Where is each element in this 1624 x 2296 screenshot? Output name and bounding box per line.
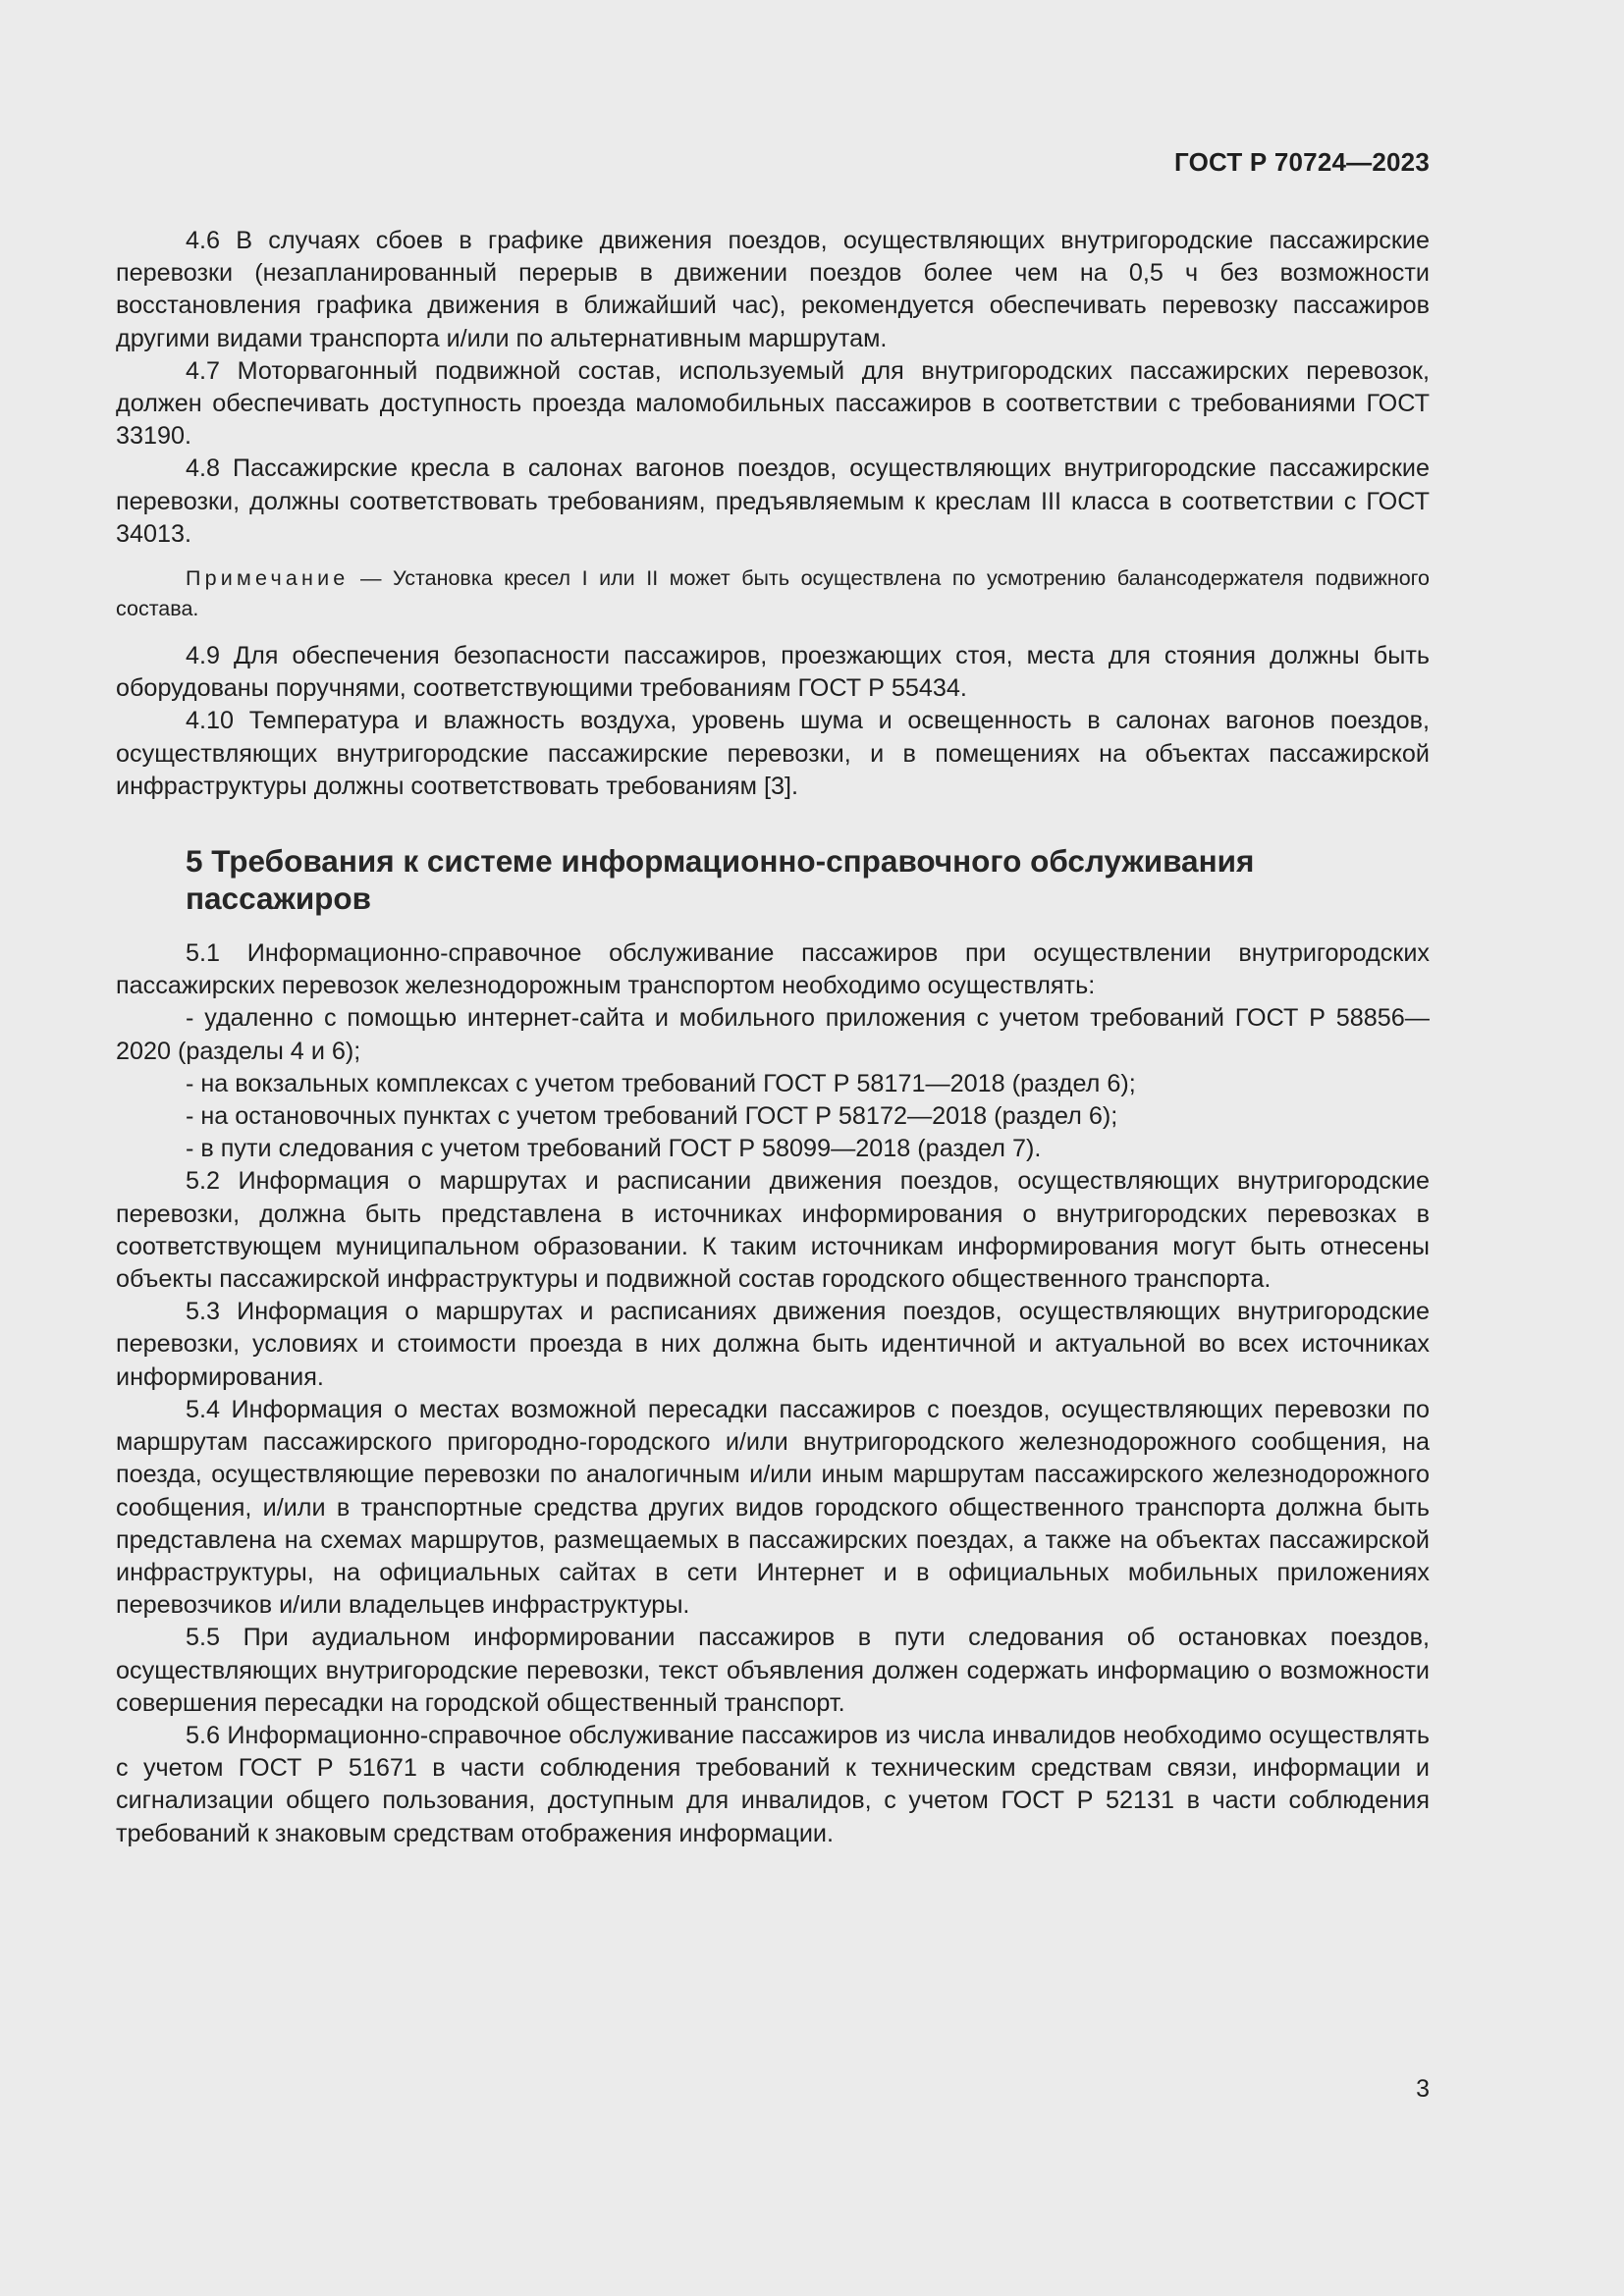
note-text: — Установка кресел I или II может быть осуществлена по усмотрению балансодержателя подвижного состава. bbox=[116, 566, 1430, 621]
paragraph-5-1: 5.1 Информационно-справочное обслуживание пассажиров при осуществлении внутригородских пассажирских перевозок железнодорожным транспортом необходимо осуществлять: bbox=[116, 939, 1430, 1000]
channel-list bbox=[116, 1002, 1430, 1165]
paragraph-4-6: 4.6 В случаях сбоев в графике движения поездов, осуществляющих внутригородские пассажирские перевозки (незапланированный перерыв в движении поездов более чем на 0,5 ч без возможности восстановления графика движения в ближайший час), рекомендуется обеспечивать перевозку пассажиров другими видами транспорта и/или по альтернативным маршрутам. bbox=[116, 227, 1430, 352]
paragraph-5-2: 5.2 Информация о маршрутах и расписании движения поездов, осуществляющих внутригородские перевозки, должна быть представлена в источниках информирования о внутригородских перевозках в соответствующем муниципальном образовании. К таким источникам информирования могут быть отнесены объекты пассажирской инфраструктуры и подвижной состав городского общественного транспорта. bbox=[116, 1167, 1430, 1294]
paragraph-5-5: 5.5 При аудиальном информировании пассажиров в пути следования об остановках поездов, осуществляющих внутригородские перевозки, текст объявления должен содержать информацию о возможности совершения пересадки на городской общественный транспорт. bbox=[116, 1624, 1430, 1717]
document-code-header: ГОСТ Р 70724—2023 bbox=[1174, 147, 1430, 177]
paragraph-4-8: 4.8 Пассажирские кресла в салонах вагонов поездов, осуществляющих внутригородские пассажирские перевозки, должны соответствовать требованиям, предъявляемым к креслам III класса в соответствии с ГОСТ 34013. bbox=[116, 454, 1430, 548]
note-label: Примечание bbox=[186, 566, 350, 591]
note bbox=[116, 563, 1430, 624]
paragraph-4-9: 4.9 Для обеспечения безопасности пассажиров, проезжающих стоя, места для стояния должны быть оборудованы поручнями, соответствующими требованиям ГОСТ Р 55434. bbox=[116, 642, 1430, 703]
list-item: - в пути следования с учетом требований ГОСТ Р 58099—2018 (раздел 7). bbox=[186, 1135, 1042, 1163]
paragraph-5-3: 5.3 Информация о маршрутах и расписаниях движения поездов, осуществляющих внутригородские перевозки, условиях и стоимости проезда в них должна быть идентичной и актуальной во всех источниках информирования. bbox=[116, 1298, 1430, 1391]
page-number: 3 bbox=[1416, 2075, 1430, 2103]
section-5-heading bbox=[186, 842, 1430, 917]
list-item: - на остановочных пунктах с учетом требований ГОСТ Р 58172—2018 (раздел 6); bbox=[186, 1102, 1118, 1131]
paragraph-5-4: 5.4 Информация о местах возможной пересадки пассажиров с поездов, осуществляющих перевозки по маршрутам пассажирского пригородно-городского и/или внутригородского железнодорожного сообщения, на поезда, осуществляющие перевозки по аналогичным и/или иным маршрутам пассажирского железнодорожного сообщения, и/или в транспортные средства других видов городского общественного транспорта должна быть представлена на схемах маршрутов, размещаемых в пассажирских поездах, а также на объектах пассажирской инфраструктуры, на официальных сайтах в сети Интернет и в официальных мобильных приложениях перевозчиков и/или владельцев инфраструктуры. bbox=[116, 1395, 1430, 1620]
document-body bbox=[116, 225, 1430, 1850]
section-5-heading-line1: 5 Требования к системе информационно-справочного обслуживания bbox=[186, 843, 1255, 880]
paragraph-5-6: 5.6 Информационно-справочное обслуживание пассажиров из числа инвалидов необходимо осуществлять с учетом ГОСТ Р 51671 в части соблюдения требований к техническим средствам связи, информации и сигнализации общего пользования, доступным для инвалидов, с учетом ГОСТ Р 52131 в части соблюдения требований к знаковым средствам отображения информации. bbox=[116, 1721, 1430, 1847]
paragraph-4-7: 4.7 Моторвагонный подвижной состав, используемый для внутригородских пассажирских перевозок, должен обеспечивать доступность проезда маломобильных пассажиров в соответствии с требованиями ГОСТ 33190. bbox=[116, 356, 1430, 451]
list-item: - на вокзальных комплексах с учетом требований ГОСТ Р 58171—2018 (раздел 6); bbox=[186, 1069, 1136, 1097]
list-item: - удаленно с помощью интернет-сайта и мобильного приложения с учетом требований ГОСТ Р 58856—2020 (разделы 4 и 6); bbox=[116, 1004, 1430, 1065]
section-5-heading-line2: пассажиров bbox=[186, 881, 372, 917]
paragraph-4-10: 4.10 Температура и влажность воздуха, уровень шума и освещенность в салонах вагонов поездов, осуществляющих внутригородские пассажирские перевозки, и в помещениях на объектах пассажирской инфраструктуры должны соответствовать требованиям [3]. bbox=[116, 707, 1430, 800]
